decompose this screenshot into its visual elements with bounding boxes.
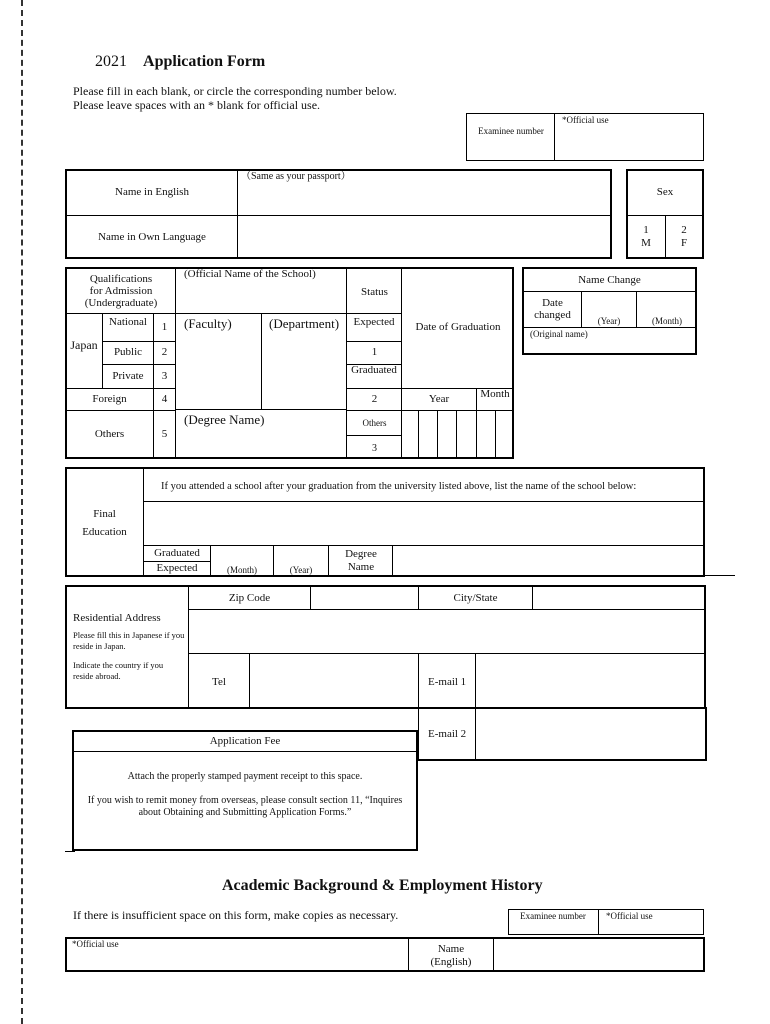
official-use-label: *Official use (562, 115, 609, 125)
status-label: Status (361, 286, 388, 298)
final-education-instruction: If you attended a school after your graduation from the university listed above, list the name of the school below: (161, 481, 637, 492)
status-others-label: Others (362, 418, 387, 428)
academic-official-use-left: *Official use (72, 939, 119, 949)
form-title (95, 52, 265, 72)
school-name-field[interactable] (178, 283, 344, 311)
option-2-public[interactable]: 2 (161, 346, 168, 358)
final-month-label: (Month) (227, 565, 257, 575)
zip-code-label: Zip Code (228, 592, 271, 604)
name-change-title: Name Change (578, 274, 641, 286)
option-5-others[interactable]: 5 (161, 428, 168, 440)
tel-field[interactable] (251, 655, 417, 707)
qualifications-title-line1: Qualifications (89, 273, 153, 285)
status-expected-label: Expected (353, 316, 395, 328)
academic-title: Academic Background & Employment History (222, 877, 543, 894)
application-fee-title: Application Fee (209, 735, 281, 747)
cut-line (21, 0, 23, 1024)
faculty-label: (Faculty) (184, 316, 232, 331)
examinee-number-label: Examinee number (478, 126, 544, 136)
address-japan-note: Please fill this in Japanese if you reside in Japan. (73, 630, 185, 651)
application-fee-text2: If you wish to remit money from overseas, please consult section 11, “Inquires about Obtaining and Submitting Application Forms.” (87, 795, 403, 818)
application-fee-box[interactable] (72, 730, 418, 851)
qualifications-title-line2: for Admission (89, 285, 153, 297)
foreign-label: Foreign (92, 393, 127, 405)
status-graduated-label: Graduated (351, 364, 397, 376)
sex-male-number: 1 (643, 224, 649, 236)
status-option-3[interactable]: 3 (372, 443, 377, 454)
graduation-date-field[interactable] (403, 412, 512, 457)
final-year-label: (Year) (289, 565, 313, 575)
graduation-year-label: Year (428, 393, 450, 405)
passport-note: （Same as your passport） (241, 171, 351, 182)
degree-name-label: (Degree Name) (184, 412, 265, 427)
status-option-2[interactable]: 2 (371, 393, 378, 405)
city-state-label: City/State (453, 592, 498, 604)
email2-label: E-mail 2 (428, 728, 467, 740)
qualifications-title-line3: (Undergraduate) (84, 297, 158, 309)
sex-male-option[interactable] (628, 224, 664, 250)
final-graduated-option[interactable]: Graduated (154, 547, 200, 559)
original-name-field[interactable] (525, 341, 695, 353)
academic-note: If there is insufficient space on this form, make copies as necessary. (73, 908, 399, 922)
form-year: 2021 (95, 53, 127, 70)
final-education-label-line1: Final (93, 508, 116, 520)
name-change-month-label: (Month) (652, 316, 682, 326)
email1-label: E-mail 1 (428, 676, 467, 688)
option-3-private[interactable]: 3 (161, 370, 168, 382)
final-education-label (67, 505, 142, 541)
name-own-language-field[interactable] (240, 218, 608, 256)
date-of-graduation-label: Date of Graduation (415, 321, 501, 333)
option-4-foreign[interactable]: 4 (161, 393, 168, 405)
academic-official-use-label: *Official use (606, 911, 653, 921)
option-1-national[interactable]: 1 (161, 321, 168, 333)
status-option-1[interactable]: 1 (371, 346, 378, 358)
national-label: National (109, 316, 147, 328)
tel-label: Tel (212, 676, 226, 688)
academic-name-english-label: Name (English) (430, 943, 472, 968)
final-education-label-line2: Education (82, 526, 127, 538)
department-label: (Department) (269, 316, 340, 331)
application-fee-text1: Attach the properly stamped payment receipt to this space. (127, 771, 363, 782)
final-expected-option[interactable]: Expected (156, 562, 198, 574)
sex-female-number: 2 (681, 224, 687, 236)
academic-examinee-number-label: Examinee number (520, 911, 586, 921)
instruction-1: Please fill in each blank, or circle the corresponding number below. (73, 84, 397, 98)
form-title-text: Application Form (143, 53, 266, 70)
academic-name-english-field[interactable] (495, 939, 703, 970)
sex-male-letter: M (641, 237, 651, 249)
address-abroad-note: Indicate the country if you reside abroad. (73, 660, 164, 681)
city-state-field[interactable] (534, 587, 704, 608)
name-english-field[interactable] (240, 185, 608, 213)
address-field[interactable] (190, 611, 704, 651)
sex-female-option[interactable] (666, 224, 702, 250)
email1-field[interactable] (477, 655, 704, 707)
graduation-month-label: Month (480, 388, 510, 400)
residential-address-label: Residential Address (73, 612, 161, 624)
email2-field[interactable] (477, 709, 704, 758)
examinee-number-field[interactable] (556, 128, 702, 159)
date-changed-label: Date changed (534, 297, 571, 321)
name-english-label: Name in English (115, 186, 189, 198)
others-label: Others (94, 428, 125, 440)
private-label: Private (112, 370, 144, 382)
qualifications-title (67, 273, 175, 309)
sex-label: Sex (656, 186, 674, 198)
name-own-language-label: Name in Own Language (98, 231, 206, 243)
original-name-label: (Original name) (530, 329, 588, 339)
instruction-2: Please leave spaces with an * blank for official use. (73, 98, 321, 112)
zip-code-field[interactable] (312, 587, 417, 608)
japan-label: Japan (70, 338, 98, 352)
sex-female-letter: F (680, 237, 688, 249)
official-school-name-label: (Official Name of the School) (184, 268, 316, 280)
final-degree-name-field[interactable] (394, 547, 703, 575)
final-degree-name-label: Degree Name (345, 548, 377, 573)
final-education-school-field[interactable] (146, 504, 703, 543)
public-label: Public (113, 346, 143, 358)
name-change-year-label: (Year) (597, 316, 621, 326)
